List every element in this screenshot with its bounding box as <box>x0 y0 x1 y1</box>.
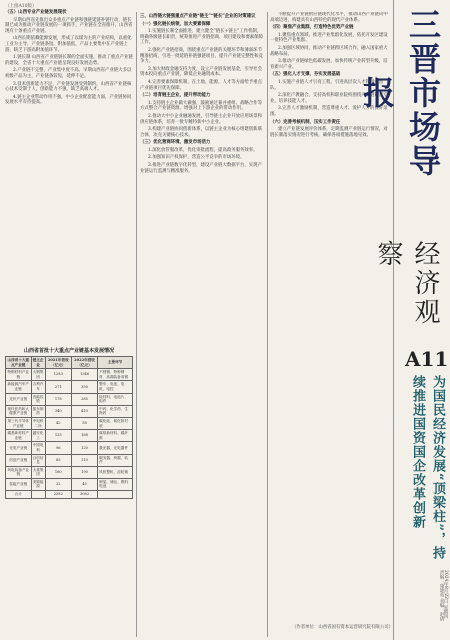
column-divider <box>267 12 268 637</box>
continued-note: （上接A10版） <box>5 4 37 9</box>
table-cell: 58 <box>71 417 97 429</box>
paragraph: 3.加大财政金融支持力度，设立产业链发展基金，引导社会资本投向重点产业链，降低企业融资成本。 <box>140 66 262 78</box>
table-cell: 煤基新材料、碳纤维 <box>98 430 133 442</box>
table-cell: 120 <box>71 442 97 454</box>
table-cell: 氢能产业链 <box>6 478 32 490</box>
paragraph: 2.强化产业链招商，围绕重点产业链的关键环节和薄弱环节精准招商，引进一批延链补链强链项目，提升产业链完整性和竞争力。 <box>140 47 263 65</box>
table-cell: 制氢、储运、燃料电池 <box>98 478 133 490</box>
paragraph: 4.链主企业带动作用不强，中小企业配套能力弱，产业链协同发展水平有待提高。 <box>5 94 132 106</box>
paragraph: 1.实施产业链人才引育工程，引进高层次人才和创新团队。 <box>270 79 384 91</box>
feature-headline: 为国民经济发展“顶梁柱”，持续推进国资国企改革创新 <box>410 375 445 560</box>
paragraph: 山西长期依赖能源发展，形成了以煤为主的产业结构，以重化工业为主导，产业链条短、附加值低，产品主要集中在产业链上游，缺乏下游高附加值环节。 <box>5 36 132 53</box>
table-cell: 168 <box>71 430 97 442</box>
table-cell <box>31 491 45 499</box>
page-number: A11 <box>405 347 449 371</box>
table-cell: 1346 <box>71 369 97 381</box>
paragraph: 3.技术创新能力不足，产业链发展受到制约。山西省产业链核心技术受制于人，创新能力不强，缺乏高端人才。 <box>5 81 132 93</box>
paragraph: 1.支持链主企业做大做强，鼓励通过兼并重组、战略合作等方式整合产业链资源，增强对上下游企业的带动作用。 <box>140 100 262 112</box>
table-row <box>6 454 133 466</box>
paragraph: 2.深化产教融合，支持高校和职业院校围绕产业链设置专业，培养技能人才。 <box>270 93 388 104</box>
table-cell: 85 <box>45 454 71 466</box>
table-cell: 410 <box>71 405 97 417</box>
table-title: 山西省首批十大重点产业链基本发展情况 <box>23 348 114 354</box>
table-cell: 160 <box>45 466 71 478</box>
table-cell: 中国电科 <box>31 442 45 454</box>
table-cell: 3082 <box>71 491 97 499</box>
table-cell: 光伏产业链 <box>6 393 32 405</box>
table-row <box>6 417 133 429</box>
table-cell: 激光器、光电器件 <box>98 442 133 454</box>
table-cell: 350 <box>71 381 97 393</box>
table-row <box>6 442 133 454</box>
paragraph: 3.构建产业链协同创新体系，以链主企业为核心组建创新联合体，攻克关键核心技术。 <box>140 127 262 138</box>
table-cell: 125 <box>45 430 71 442</box>
table-cell <box>98 491 133 499</box>
subheading: （三）优化营商环境，激发市场活力 <box>140 140 211 146</box>
paragraph: 2.加强区域协同，推动产业链跨区域合作，融入国家重大战略布局。 <box>270 45 388 57</box>
table-cell: 太重集团 <box>31 466 45 478</box>
table-cell: 第三代半导体产业链 <box>6 417 32 429</box>
table-cell: 340 <box>45 405 71 417</box>
table-cell: 不锈钢、特种钢材、高端装备用钢 <box>98 369 133 381</box>
table-cell: 风电装备产业链 <box>6 466 32 478</box>
section-heading: （五）山西专业产业链发展现状 <box>5 10 67 15</box>
table-cell: 32 <box>45 478 71 490</box>
subheading: （四）聚焦产业集群，打造特色优势产业链 <box>270 25 354 31</box>
table-cell: 中药、化学药、生物药 <box>98 405 133 417</box>
subheading: （六）完善考核机制，压实工作责任 <box>270 119 341 125</box>
header-cell: 主要环节 <box>98 357 133 369</box>
article-column-1 <box>5 8 133 343</box>
table-cell: 190 <box>71 466 97 478</box>
table-cell: 新能源汽车产业链 <box>6 381 32 393</box>
table-cell: 服务器、终端、软件 <box>98 454 133 466</box>
table-cell: 吉利汽车 <box>31 381 45 393</box>
header-cell: 2021年营收（亿元） <box>45 357 71 369</box>
table-cell: 285 <box>71 393 97 405</box>
section-heading: 三、山西链大链强重点产业链“链主”“链长”企业的对策建议 <box>140 14 256 19</box>
table-cell: 整车、电池、电机、电控 <box>98 381 133 393</box>
table-cell: 1283 <box>45 369 71 381</box>
table-cell: 碳基新材料产业链 <box>6 430 32 442</box>
paragraph: 2.推动大中小企业融通发展，引导链主企业开放应用场景和供应链体系，培育一批专精特新中小企业。 <box>140 113 262 125</box>
table-cell: 现代医药和大健康产业链 <box>6 405 32 417</box>
industry-chain-table <box>5 356 133 499</box>
table-cell: 潞安化工 <box>31 430 45 442</box>
table-row <box>6 369 133 381</box>
table-cell: 96 <box>45 442 71 454</box>
subheading: （一）强化链长统领，加大要素保障 <box>140 21 211 27</box>
header-cell: 链主企业 <box>31 357 45 369</box>
paragraph: 4.完善要素保障机制，在土地、能源、人才等方面给予重点产业链项目优先保障。 <box>140 79 262 91</box>
table-cell: 合计 <box>6 491 32 499</box>
table-cell: 太钢集团 <box>31 369 45 381</box>
table-cell: 美锦能源 <box>31 478 45 490</box>
column-divider <box>136 12 137 637</box>
paragraph: 1.聚焦重点领域，推进产业集群化发展，依托开发区建设一批特色产业集群。 <box>270 32 388 44</box>
table-header-row <box>6 357 133 369</box>
paragraph: 3.完善人才激励机制，营造尊重人才、爱护人才的良好氛围。 <box>270 106 388 117</box>
table-row <box>6 381 133 393</box>
header-cell: 2022年营收（亿元） <box>71 357 97 369</box>
table-cell: 中电科二所 <box>31 417 45 429</box>
paragraph: 2.产业链不完整，产业集中度不高。早期山西省产业链大多以初级产品为主，产业链条较短，延伸不足。 <box>5 68 132 79</box>
table-total-row <box>6 491 133 499</box>
table-cell: 光电产业链 <box>6 442 32 454</box>
paragraph: 3.推动产业链绿色低碳发展，加快传统产业转型升级，培育新兴产业。 <box>270 59 388 70</box>
author-affiliation: （作者单位：山西省国有资本运营研究院有限公司） <box>292 625 393 630</box>
paragraph: 不断提升产业链供应链现代化水平，推动山西产业链向中高端迈进，构建具有山西特色的现代产业体系。 <box>270 12 388 23</box>
paragraph: 1.链长制 山西省产业链链长制的全面实施，推动了重点产业链的建设，全省十大重点产业链呈现良好发展态势。 <box>5 55 133 66</box>
table-row <box>6 405 133 417</box>
table-cell: 271 <box>45 381 71 393</box>
paragraph: 2.加强知识产权保护，营造公平竞争的市场环境。 <box>148 155 245 161</box>
table-cell: 晋能控股 <box>31 393 45 405</box>
article-column-2 <box>140 12 264 637</box>
subheading: （五）强化人才支撑，夯实发展基础 <box>270 72 341 78</box>
table-cell: 45 <box>71 478 97 490</box>
paragraph: 3.推进产业链数字化转型，建设产业链大数据平台，实现产业链运行监测与精准服务。 <box>140 163 262 174</box>
table-cell: 振东制药 <box>31 405 45 417</box>
paragraph: 1.深化放管服改革，优化审批流程，提高政务服务效率。 <box>148 147 258 153</box>
table-cell: 178 <box>45 393 71 405</box>
table-cell: 碳化硅、氮化镓衬底 <box>98 417 133 429</box>
section-title: 经济观察 <box>373 240 440 327</box>
editors-credit: 责编：康建英 美编：赵倩 <box>439 570 444 621</box>
table-cell: 特钢材料产业链 <box>6 369 32 381</box>
table-row <box>6 478 133 490</box>
paragraph: 1.实施链长制全面推进，建立健全“链长+链主”工作机制，明确各级链长职责，统筹推进产业链招商、项目建设和要素保障工作。 <box>140 29 263 46</box>
table-cell: 110 <box>71 454 97 466</box>
newspaper-masthead: 三晋市场导报 <box>358 8 442 178</box>
paragraph: 早期山西省先推出众多重点产业链和强链延链补链行动，链长制已成为推动产业链发展的一项抓手，产业链在全省推开，山西省现有十条重点产业链。 <box>5 17 133 34</box>
header-cell: 山西省十大重点产业链 <box>6 357 32 369</box>
table-cell: 42 <box>45 417 71 429</box>
table-cell: 风机整机、齿轮箱 <box>98 466 133 478</box>
subheading: （二）培育链主企业，提升带动能力 <box>140 93 211 99</box>
table-cell: 硅材料、电池片、组件 <box>98 393 133 405</box>
table-row <box>6 466 133 478</box>
table-row <box>6 393 133 405</box>
table-cell: 百信信息 <box>31 454 45 466</box>
table-row <box>6 430 133 442</box>
table-cell: 2582 <box>45 491 71 499</box>
paragraph: 建立产业链发展评价体系，定期监测产业链运行情况，对链长制落实情况进行考核，确保各项措施落地见效。 <box>270 127 388 138</box>
table-cell: 信创产业链 <box>6 454 32 466</box>
issue-date: 2024年8月22日 星期四 <box>443 570 448 619</box>
